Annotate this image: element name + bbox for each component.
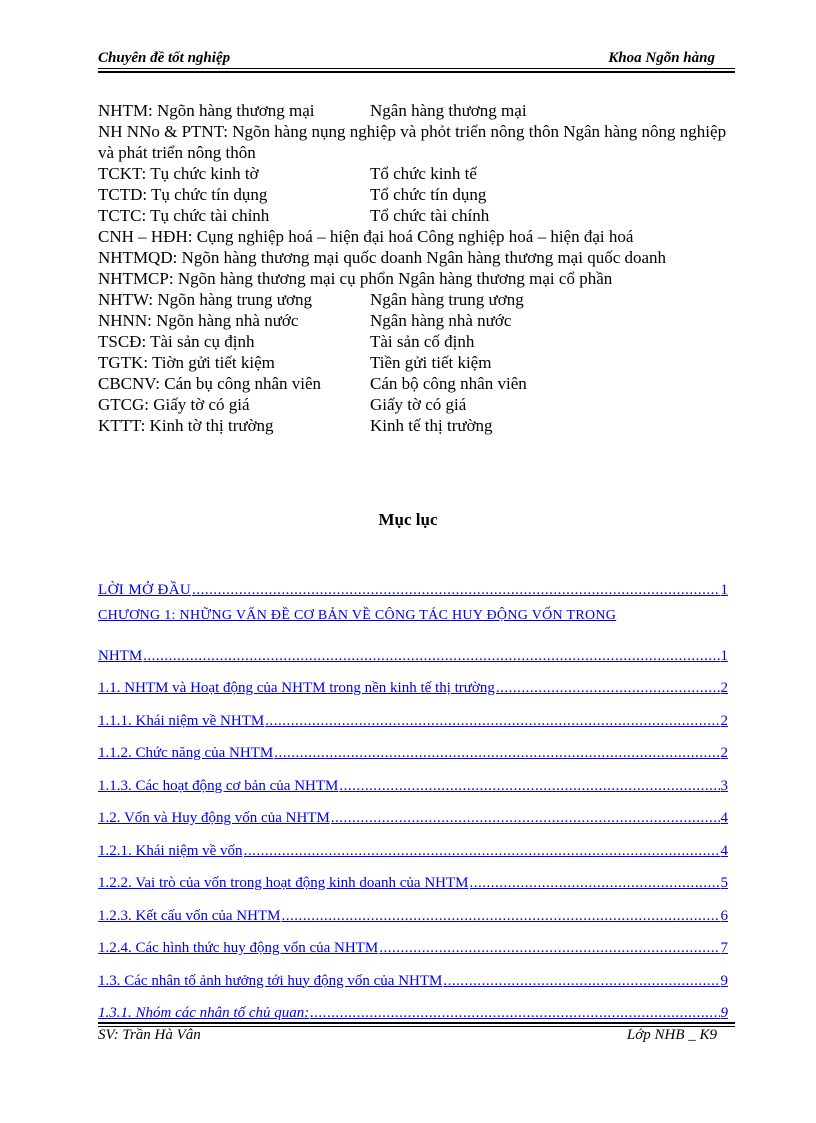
abbreviation-meaning: Tài sản cố định — [370, 332, 475, 351]
toc-leader — [265, 713, 719, 730]
toc-link[interactable] — [98, 957, 728, 990]
toc-entry-text[interactable]: 1.2.1. Khái niệm về vốn — [98, 842, 243, 859]
toc-title: Mục lục — [378, 510, 438, 529]
abbreviation-row — [98, 100, 738, 121]
abbreviation-row — [98, 331, 738, 352]
abbreviation-term: TCKT: Tụ chức kinh tờ — [98, 164, 259, 183]
abbreviation-row: CNH – HĐH: Cụng nghiệp hoá – hiện đại hoá Công nghiệp hoá – hiện đại hoá — [98, 227, 634, 246]
abbreviation-meaning: Tổ chức tài chính — [370, 206, 490, 225]
abbreviation-list — [98, 100, 738, 436]
abbreviation-row — [98, 310, 738, 331]
toc-entry-text[interactable]: 1.3. Các nhân tố ảnh hưởng tới huy động vốn của NHTM — [98, 972, 443, 989]
abbreviation-meaning: Cán bộ công nhân viên — [370, 374, 527, 393]
toc-entry-text[interactable]: 1.1.1. Khái niệm về NHTM — [98, 712, 265, 729]
abbreviation-meaning: Giấy tờ có giá — [370, 395, 467, 414]
toc-entry-text[interactable]: 1.3.1. Nhóm các nhân tố chủ quan: — [98, 1005, 310, 1021]
abbreviation-row — [98, 352, 738, 373]
abbreviation-term: NHNN: Ngõn hàng nhà nước — [98, 311, 299, 330]
toc-leader — [496, 680, 720, 697]
header-right: Khoa Ngõn hàng — [608, 50, 715, 66]
abbreviation-meaning: Tổ chức tín dụng — [370, 185, 487, 204]
header-left: Chuyên đề tốt nghiệp — [98, 50, 231, 66]
abbreviation-meaning: Ngân hàng nhà nước — [370, 311, 512, 330]
toc-leader — [274, 745, 719, 762]
toc-link[interactable] — [98, 795, 728, 828]
toc-link[interactable] — [98, 599, 728, 633]
abbreviation-meaning: Kinh tế thị trường — [370, 416, 493, 435]
abbreviation-term: TSCĐ: Tài sản cụ định — [98, 332, 255, 351]
abbreviation-term: NHTM: Ngõn hàng thương mại — [98, 101, 315, 120]
abbreviation-meaning: Tiền gửi tiết kiệm — [370, 353, 492, 372]
page-header — [98, 48, 735, 68]
footer-rule-thick — [98, 1022, 735, 1024]
toc-link[interactable] — [98, 697, 728, 730]
toc-leader — [244, 843, 720, 860]
abbreviation-row: NH NNo & PTNT: Ngõn hàng nụng nghiệp và phỏt triển nông thôn Ngân hàng nông nghiệp và phát triển nông thôn — [98, 122, 727, 162]
toc-entry-text[interactable]: 1.1. NHTM và Hoạt động của NHTM trong nền kinh tế thị trường — [98, 680, 495, 696]
abbreviation-row — [98, 394, 738, 415]
abbreviation-term: TGTK: Tiờn gửi tiết kiệm — [98, 353, 275, 372]
toc-link[interactable] — [98, 892, 728, 925]
toc-entry-text[interactable]: 1.2. Vốn và Huy động vốn của NHTM — [98, 810, 330, 826]
toc-leader — [470, 875, 720, 892]
toc-leader — [143, 648, 719, 665]
abbreviation-meaning: Ngân hàng trung ương — [370, 290, 524, 309]
toc-leader — [331, 810, 720, 827]
toc-link[interactable] — [98, 860, 728, 893]
toc-link[interactable] — [98, 566, 728, 599]
table-of-contents — [98, 566, 728, 1022]
toc-entry-text[interactable]: 1.1.2. Chức năng của NHTM — [98, 745, 274, 761]
toc-link[interactable] — [98, 632, 728, 665]
toc-page-number[interactable]: 2 — [720, 745, 728, 761]
abbreviation-meaning: Tổ chức kinh tế — [370, 164, 477, 183]
abbreviation-row: NHTMCP: Ngõn hàng thương mại cụ phổn Ngân hàng thương mại cổ phần — [98, 269, 613, 288]
toc-page-number[interactable]: 9 — [720, 972, 728, 989]
toc-entry-text[interactable]: 1.1.3. Các hoạt động cơ bản của NHTM — [98, 777, 339, 794]
toc-link[interactable] — [98, 827, 728, 860]
abbreviation-term: KTTT: Kinh tờ thị trường — [98, 416, 274, 435]
abbreviation-term: TCTD: Tụ chức tín dụng — [98, 185, 268, 204]
abbreviation-row — [98, 289, 738, 310]
toc-entry-text[interactable]: 1.2.3. Kết cấu vốn của NHTM — [98, 907, 281, 924]
toc-link[interactable] — [98, 665, 728, 698]
toc-entry-text[interactable]: 1.2.2. Vai trò của vốn trong hoạt động kinh doanh của NHTM — [98, 875, 469, 891]
abbreviation-term: CBCNV: Cán bụ công nhân viên — [98, 374, 322, 393]
toc-link[interactable] — [98, 990, 728, 1023]
toc-page-number[interactable]: 4 — [720, 810, 728, 826]
abbreviation-term: NHTW: Ngõn hàng trung ương — [98, 290, 312, 309]
abbreviation-row — [98, 373, 738, 394]
abbreviation-row — [98, 415, 738, 436]
toc-entry-text[interactable]: LỜI MỞ ĐẦU — [98, 581, 192, 598]
toc-leader — [379, 940, 719, 957]
abbreviation-row — [98, 184, 738, 205]
toc-link[interactable] — [98, 730, 728, 763]
toc-leader — [192, 582, 719, 599]
toc-entry-text[interactable]: 1.2.4. Các hình thức huy động vốn của NHTM — [98, 940, 379, 956]
toc-leader — [310, 1005, 719, 1022]
toc-page-number[interactable]: 1 — [720, 581, 728, 598]
toc-page-number[interactable]: 4 — [720, 842, 728, 859]
abbreviation-row: NHTMQD: Ngõn hàng thương mại quốc doanh Ngân hàng thương mại quốc doanh — [98, 248, 667, 267]
abbreviation-term: TCTC: Tụ chức tài chỉnh — [98, 206, 270, 225]
toc-page-number[interactable]: 3 — [720, 777, 728, 794]
toc-link[interactable] — [98, 925, 728, 958]
header-rule-thick — [98, 71, 735, 73]
abbreviation-row — [98, 205, 738, 226]
toc-page-number[interactable]: 2 — [720, 680, 728, 696]
header-rule — [98, 68, 735, 69]
footer-right: Lớp NHB _ K9 — [626, 1027, 717, 1043]
toc-leader — [443, 973, 719, 990]
toc-page-number[interactable]: 2 — [720, 712, 728, 729]
toc-page-number[interactable]: 1 — [720, 647, 728, 664]
toc-link[interactable] — [98, 762, 728, 795]
abbreviation-meaning: Ngân hàng thương mại — [370, 101, 527, 120]
toc-page-number[interactable]: 7 — [720, 940, 728, 956]
toc-entry-text[interactable]: CHƯƠNG 1: NHỮNG VẤN ĐỀ CƠ BẢN VỀ CÔNG TÁC HUY ĐỘNG VỐN TRONG — [98, 607, 617, 623]
toc-entry-continuation[interactable]: NHTM — [98, 647, 143, 664]
toc-page-number[interactable]: 5 — [720, 875, 728, 891]
abbreviation-row — [98, 163, 738, 184]
toc-leader — [339, 778, 719, 795]
toc-page-number[interactable]: 9 — [720, 1005, 728, 1021]
footer-left: SV: Trần Hà Vân — [98, 1027, 201, 1043]
abbreviation-term: GTCG: Giấy tờ có giá — [98, 395, 250, 414]
toc-page-number[interactable]: 6 — [720, 907, 728, 924]
toc-leader — [281, 908, 719, 925]
